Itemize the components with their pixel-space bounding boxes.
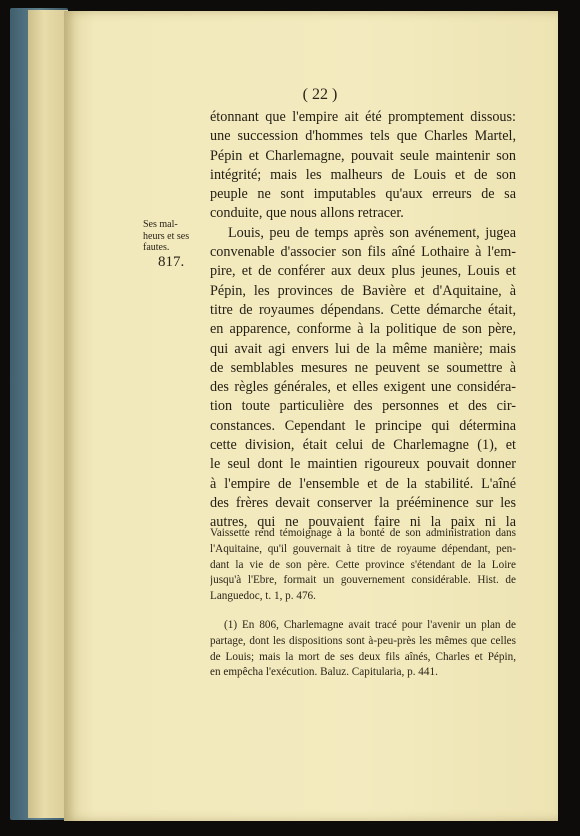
- marginal-year: 817.: [158, 253, 185, 270]
- footnote-line: en empêcha l'exécution. Baluz. Capitularia, p. 441.: [210, 666, 438, 679]
- text-line: constances. Cependant le principe qui détermina: [210, 417, 516, 434]
- text-line: Louis, peu de temps après son avénement, jugea: [228, 224, 516, 241]
- text-line: qui avait agi envers lui de la même manière; mais: [210, 340, 516, 357]
- text-line: convenable d'associer son fils aîné Lothaire à l'em-: [210, 244, 516, 261]
- text-line: intégrité; mais les malheurs de Louis et de son: [210, 166, 516, 183]
- footnote-line: (1) En 806, Charlemagne avait tracé pour l'avenir un plan de: [224, 618, 516, 631]
- footnote-gap: [210, 605, 516, 618]
- text-line: conduite, que nous allons retracer.: [210, 205, 404, 222]
- main-text: [210, 108, 516, 533]
- text-line: des règles générales, et elles exigent une considéra-: [210, 379, 516, 396]
- text-line: titre de royaumes dépendans. Cette démarche était,: [210, 301, 516, 318]
- footnote-line: de Louis; mais la mort de ses deux fils aînés, Charles et Pépin,: [210, 650, 516, 663]
- marginal-note: [143, 219, 207, 268]
- text-line: à l'empire de l'ensemble et de la stabilité. L'aîné: [210, 475, 516, 492]
- marginal-line: fautes.: [143, 242, 170, 253]
- text-line: Pépin et Charlemagne, pouvait seule maintenir son: [210, 147, 516, 164]
- marginal-line: heurs et ses: [143, 230, 190, 242]
- footnote-line: dant la vie de son père. Cette province s'étendant de la Loire: [210, 558, 516, 571]
- footnote-line: jusqu'à l'Ebre, formait un gouvernement considérable. Hist. de: [210, 574, 516, 587]
- footnote-line: partage, dont les dispositions sont à-peu-près les mêmes que celles: [210, 634, 516, 647]
- marginal-line: Ses mal-: [143, 219, 178, 230]
- text-line: autres, qui ne pouvaient faire ni la paix ni la: [210, 514, 516, 531]
- footnote-line: Languedoc, t. 1, p. 476.: [210, 590, 316, 603]
- text-line: cette division, était celui de Charlemagne (1), et: [210, 437, 516, 454]
- text-line: le seul dont le maintien rigoureux pouvait donner: [210, 456, 516, 473]
- text-line: étonnant que l'empire ait été promptement dissous:: [210, 109, 516, 125]
- footnotes: [210, 526, 516, 681]
- text-line: Pépin, les provinces de Bavière et d'Aquitaine, à: [210, 282, 516, 299]
- footnote-line: l'Aquitaine, qu'il gouvernait à titre de royaume dépendant, pen-: [210, 542, 516, 555]
- text-line: de semblables mesures ne peuvent se soumettre à: [210, 359, 516, 376]
- text-line: peuple ne sont imputables qu'aux erreurs de sa: [210, 186, 516, 203]
- text-line: des frères devait conserver la prééminence sur les: [210, 494, 516, 511]
- text-line: tion toute particulière des personnes et des cir-: [210, 398, 516, 415]
- footnote-line: Vaissette rend témoignage à la bonté de son administration dans: [210, 527, 516, 539]
- text-line: pire, et de conférer aux deux plus jeunes, Louis et: [210, 263, 516, 280]
- text-line: en apparence, conforme à la politique de son père,: [210, 321, 516, 338]
- page-edges: [28, 10, 68, 818]
- page-number: ( 22 ): [302, 86, 338, 103]
- text-line: une succession d'hommes tels que Charles Martel,: [210, 128, 516, 145]
